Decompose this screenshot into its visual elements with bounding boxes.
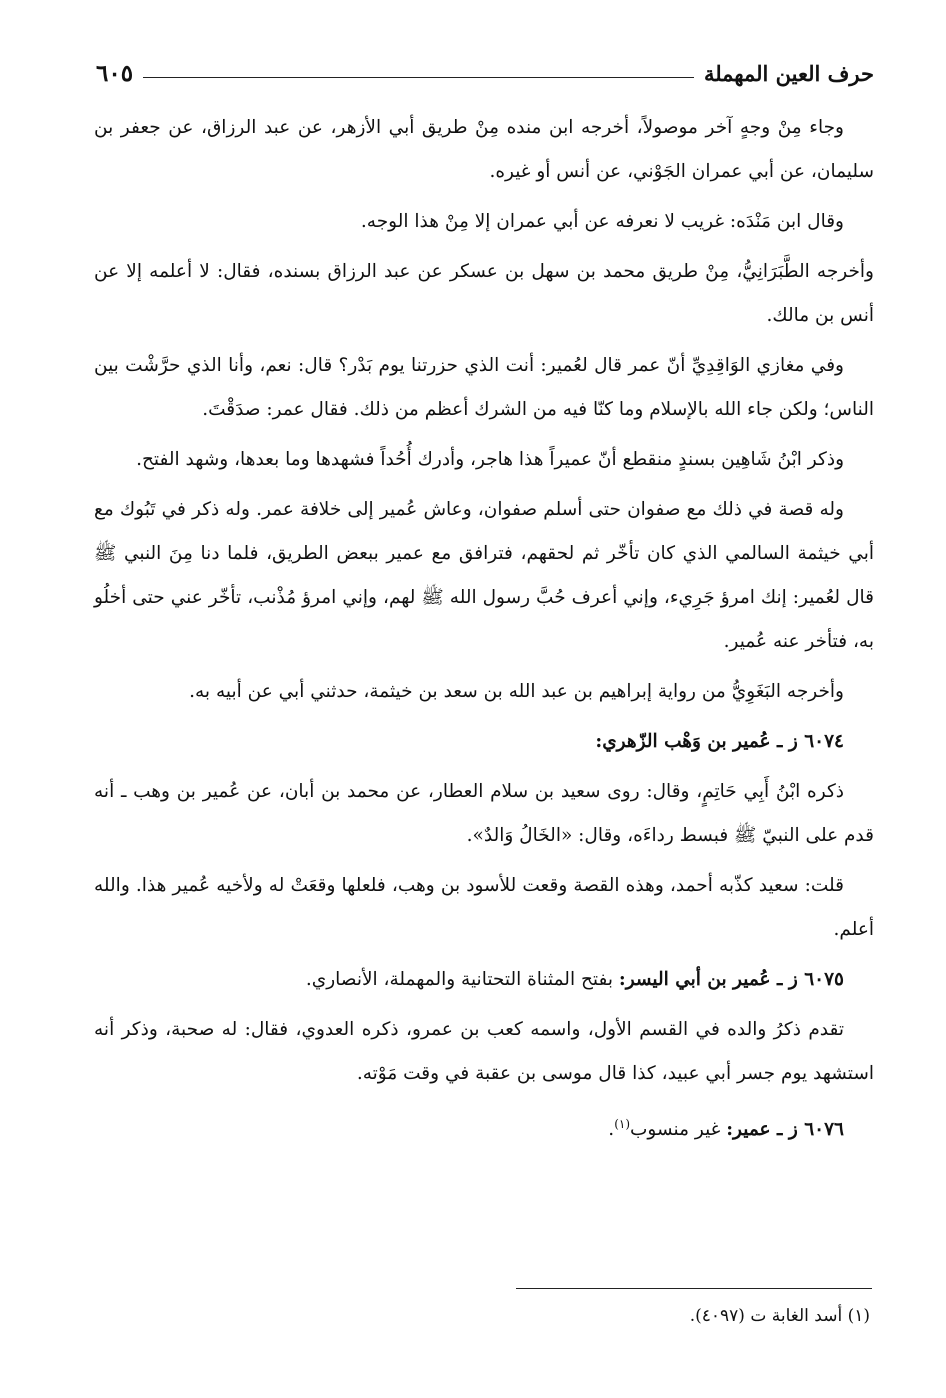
paragraph: وفي مغازي الوَاقِدِيِّ أنّ عمر قال لعُمير: أنت الذي حزرتنا يوم بَدْر؟ قال: نعم، وأنا الذي حرَّشْت بين الناس؛ ولكن جاء الله بالإسلام وما كنّا فيه من الشرك أعظم من ذلك. فقال عمر: صدَقْتَ. (94, 355, 874, 420)
entry-heading-rest: بفتح المثناة التحتانية والمهملة، الأنصاري. (305, 969, 619, 990)
paragraph: وله قصة في ذلك مع صفوان حتى أسلم صفوان، وعاش عُمير إلى خلافة عمر. وله ذكر في تَبُوك مع أبي خيثمة السالمي الذي كان تأخّر ثم لحقهم، فترافق مع عمير ببعض الطريق، فلما دنا مِنَ النبي ﷺ قال لعُمير: إنك امرؤ جَرِيء، وإني أعرف حُبَّ رسول الله ﷺ لهم، وإني امرؤ مُذْنب، تأخّر عني حتى أخلُو به، فتأخر عنه عُمير. (94, 499, 874, 652)
paragraph: وأخرجه الطَّبَرَانِيُّ، مِنْ طريق محمد بن سهل بن عسكر عن عبد الرزاق بسنده، فقال: لا أعلمه إلا عن أنس بن مالك. (94, 261, 874, 326)
paragraph: تقدم ذكرُ والده في القسم الأول، واسمه كعب بن عمرو، ذكره العدوي، فقال: له صحبة، وذكر أنه استشهد يوم جسر أبي عبيد، كذا قال موسى بن عقبة في وقت مَوْته. (94, 1019, 874, 1084)
entry-heading: ٦٠٧٥ ز ـ عُمير بن أبي اليسر: (618, 969, 844, 990)
paragraph: وقال ابن مَنْدَه: غريب لا نعرفه عن أبي عمران إلا مِنْ هذا الوجه. (360, 211, 844, 232)
page-number: ٦٠٥ (96, 59, 134, 87)
entry-tail: . (608, 1119, 615, 1141)
footnote-text: أسد الغابة ت (٤٠٩٧). (689, 1306, 843, 1326)
footnote-separator (516, 1288, 872, 1289)
footnote-reference[interactable]: (١) (614, 1117, 631, 1131)
header-rule (143, 77, 694, 78)
entry-6074-heading (94, 720, 874, 764)
footnote-marker: (١) (847, 1306, 870, 1326)
paragraph: قلت: سعيد كذّبه أحمد، وهذه القصة وقعت للأسود بن وهب، فلعلها وقعَتْ له ولأخيه عُمير هذا. والله أعلم. (94, 875, 874, 940)
entry-heading: ٦٠٧٤ ز ـ عُمير بن وَهْب الزّهري: (595, 731, 844, 752)
entry-6076-heading (94, 1102, 874, 1152)
running-header (96, 56, 874, 90)
paragraph: ذكره ابْنُ أَبِي حَاتِمٍ، وقال: روى سعيد بن سلام العطار، عن محمد بن أبان، عن عُمير بن وهب ـ أنه قدم على النبيّ ﷺ فبسط رداءَه، وقال: «الخَالُ وَالدٌ». (94, 781, 874, 846)
paragraph: وذكر ابْنُ شَاهِين بسندٍ منقطع أنّ عميراً هذا هاجر، وأدرك أُحُداً فشهدها وما بعدها، وشهد الفتح. (136, 449, 844, 470)
running-header-title: حرف العين المهملة (703, 60, 874, 86)
entry-6075-heading (94, 958, 874, 1002)
entry-heading-rest: غير منسوب (630, 1119, 727, 1141)
paragraph: وأخرجه البَغَوِيُّ من رواية إبراهيم بن عبد الله بن سعد بن خيثمة، حدثني أبي عن أبيه به. (189, 681, 844, 702)
entry-heading: ٦٠٧٦ ز ـ عمير: (726, 1119, 844, 1141)
main-text (94, 106, 874, 1158)
footnote (690, 1302, 870, 1330)
paragraph: وجاء مِنْ وجهٍ آخر موصولاً، أخرجه ابن منده مِنْ طريق أبي الأزهر، عن عبد الرزاق، عن جعفر بن سليمان، عن أبي عمران الجَوْني، عن أنس أو غيره. (94, 117, 874, 182)
